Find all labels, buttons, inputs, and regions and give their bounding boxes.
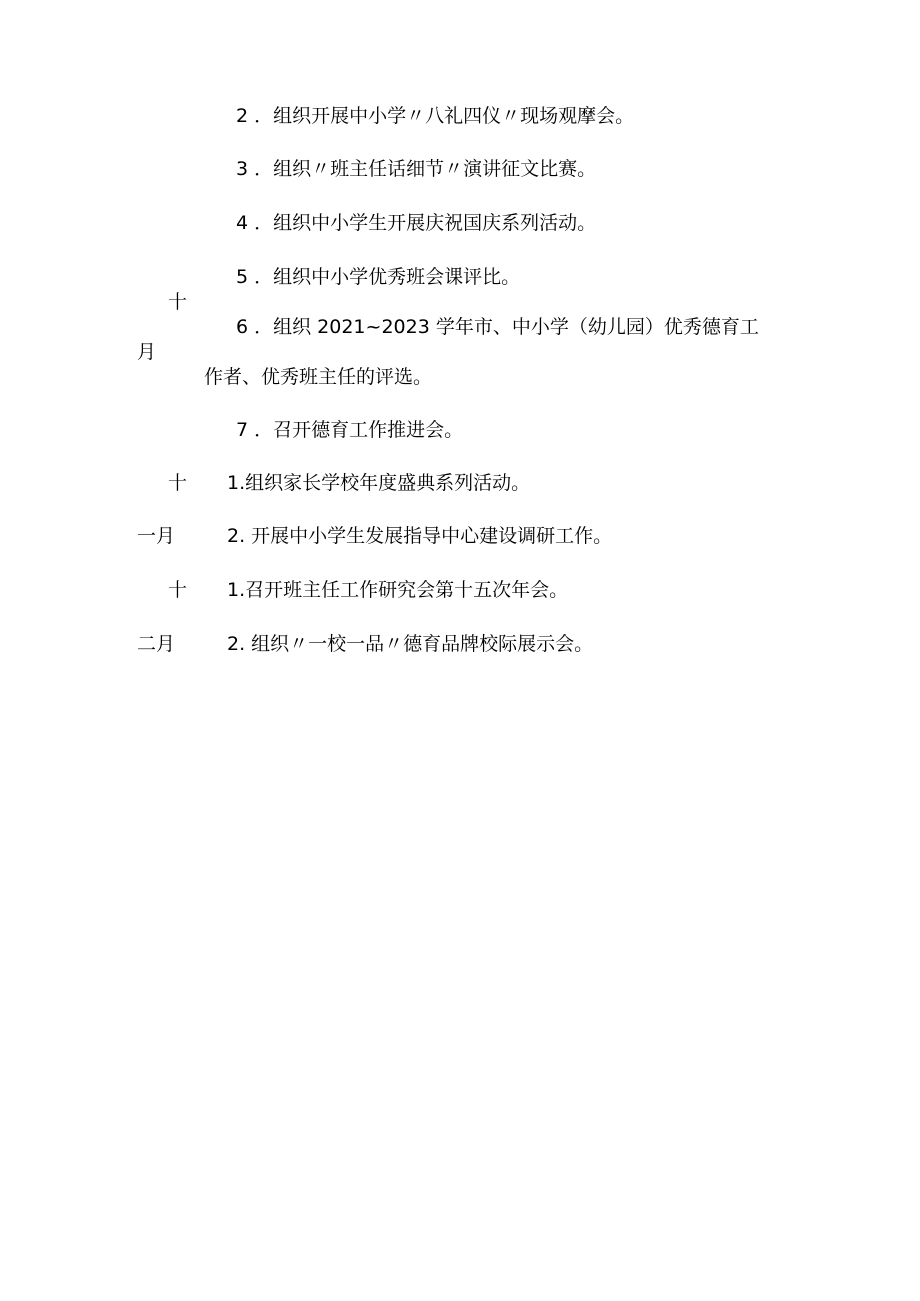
- october-item-6-continued: 作者、优秀班主任的评选。: [204, 366, 433, 388]
- november-item-1: 1.组织家长学校年度盛典系列活动。: [227, 472, 531, 494]
- october-month-label-top: 十: [168, 291, 188, 313]
- october-item-2: 2 ．组织开展中小学〃八礼四仪〃现场观摩会。: [236, 105, 635, 127]
- october-item-3: 3 ．组织〃班主任话细节〃演讲征文比赛。: [236, 158, 597, 180]
- november-month-label-top: 十: [168, 472, 188, 494]
- october-item-6: 6 ．组织 2021~2023 学年市、中小学（幼儿园）优秀德育工: [236, 316, 759, 338]
- october-item-4: 4 ．组织中小学生开展庆祝国庆系列活动。: [236, 212, 597, 234]
- december-month-label-top: 十: [168, 579, 188, 601]
- november-month-label-bottom: 一月: [137, 525, 176, 547]
- december-item-1: 1.召开班主任工作研究会第十五次年会。: [227, 579, 569, 601]
- november-item-2: 2. 开展中小学生发展指导中心建设调研工作。: [227, 525, 613, 547]
- october-item-5: 5 ．组织中小学优秀班会课评比。: [236, 266, 521, 288]
- october-month-label-bottom: 月: [137, 341, 157, 363]
- december-month-label-bottom: 二月: [137, 633, 176, 655]
- october-item-7: 7 ．召开德育工作推进会。: [236, 419, 464, 441]
- december-item-2: 2. 组织〃一校一品〃德育品牌校际展示会。: [227, 633, 594, 655]
